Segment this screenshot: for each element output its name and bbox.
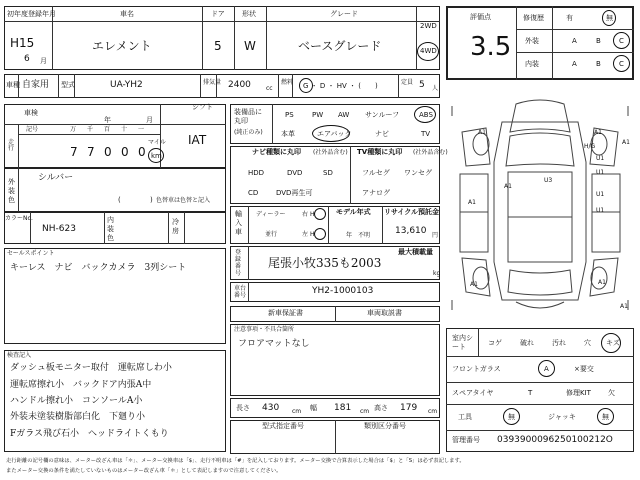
plate-value: 尾張小牧335も2003 — [268, 256, 382, 270]
interior-item-1: コゲ — [488, 339, 502, 347]
jack-value: 無 — [602, 413, 609, 421]
class-code-label: 類別区分番号 — [364, 422, 406, 430]
drive-2wd: 2WD — [420, 22, 437, 30]
body-shape-value: W — [244, 39, 256, 53]
import-parallel: 並行 — [265, 231, 278, 238]
inspector-label: 検査記入 — [7, 352, 32, 359]
ext-label: 外装 — [525, 37, 539, 45]
exterior-note: 色替車は色替と記入 — [156, 197, 211, 204]
int-c-circle — [613, 55, 630, 72]
repair-yes: 有 — [566, 14, 573, 22]
exterior-note-close: ) — [150, 196, 153, 204]
diag-mark-12: U1 — [596, 191, 605, 198]
model-year-value: 年 不明 — [346, 232, 371, 239]
unit-km-circle — [148, 148, 164, 163]
digit-label-sen: 千 — [87, 126, 94, 133]
spare-missing: 欠 — [608, 389, 615, 397]
color-code-label: カラーNo. — [5, 215, 33, 222]
first-reg-month: 6 — [24, 54, 30, 64]
equip-tv: TV — [421, 130, 431, 138]
score-label: 評価点 — [470, 13, 491, 21]
nav-cd: CD — [248, 189, 259, 197]
jack-circle — [597, 408, 614, 425]
sales-points-text: キーレス ナビ バックカメラ 3列シート — [10, 263, 187, 273]
spare-label: スペアタイヤ — [452, 389, 494, 397]
equip-airbag-circle — [312, 125, 350, 142]
spare-kit: 修理KIT — [566, 389, 591, 397]
drive-4wd-circle — [417, 42, 439, 61]
chassis-label: 車台番号 — [234, 285, 247, 299]
nav-header: ナビ種類に丸印 — [252, 148, 301, 156]
capacity-label: 定員 — [401, 79, 414, 86]
spare-t: T — [528, 389, 533, 397]
length-value: 430 — [262, 403, 280, 413]
digit-3: 0 — [104, 145, 112, 159]
interior-item-4: 穴 — [584, 339, 591, 347]
windshield-a-circle — [538, 360, 555, 377]
exterior-label: 外装色 — [8, 178, 15, 204]
inspector-line-4: 外装未塗装樹脂部白化 下廻り小 — [10, 412, 146, 422]
inspection-month-label: 月 — [146, 116, 153, 124]
max-load-unit: kg — [433, 270, 441, 277]
import-right: 右 — [302, 211, 309, 218]
exterior-color-value: シルバー — [38, 173, 74, 183]
control-label: 管理番号 — [452, 436, 480, 444]
manual: 車両取説書 — [367, 309, 402, 317]
diag-mark-8: A1 — [620, 303, 628, 310]
inspection-year-label: 年 — [104, 116, 111, 124]
travel-label: 走行 — [8, 139, 15, 152]
interior-color-label: 内装色 — [107, 216, 114, 242]
windshield-a: A — [544, 365, 549, 373]
import-left: 左 — [302, 231, 309, 238]
inspector-line-5: Fガラス飛び石小 ヘッドライトくもり — [10, 429, 169, 439]
model-name: エレメント — [92, 39, 152, 53]
color-code-value: NH-623 — [42, 224, 76, 234]
digit-label-hyaku: 百 — [104, 126, 111, 133]
int-label: 内装 — [525, 60, 539, 68]
unit-mile: マイル — [148, 139, 166, 146]
diag-mark-3: A1 — [468, 199, 476, 206]
fuel-g-circle — [299, 78, 313, 93]
type-value: UA-YH2 — [110, 80, 143, 90]
ext-c-circle — [613, 32, 630, 49]
displacement-label: 排気量 — [203, 79, 222, 86]
windshield-replace: ×要交 — [574, 365, 594, 373]
displacement-value: 2400 — [228, 80, 251, 90]
score-value: 3.5 — [470, 32, 512, 62]
ext-a: A — [572, 37, 577, 45]
first-reg-label: 初年度登録年月 — [7, 10, 56, 18]
equip-airbag: エアバック — [317, 130, 352, 138]
repair-no: 無 — [606, 14, 613, 22]
equip-leather: 本革 — [281, 130, 295, 138]
import-dealer: ディーラー — [256, 211, 286, 218]
type-label: 型式 — [61, 81, 75, 89]
equipment-sublabel: (純正のみ) — [234, 129, 263, 136]
grade-value: ベースグレード — [298, 39, 382, 53]
equip-nav: ナビ — [375, 130, 389, 138]
exterior-note-open: ( — [118, 196, 121, 204]
ext-b: B — [596, 37, 601, 45]
diag-mark-13: U1 — [596, 207, 605, 214]
int-b: B — [596, 60, 601, 68]
car-diagram — [446, 92, 634, 324]
equip-ps: PS — [285, 111, 294, 119]
nav-dvd: DVD — [287, 169, 303, 177]
diag-mark-9: U1 — [596, 155, 605, 162]
grade-label: グレード — [330, 10, 358, 18]
category-label: 車種 — [6, 81, 20, 89]
digit-1: 7 — [70, 145, 78, 159]
new-car-warranty: 新車保証書 — [268, 309, 303, 317]
use-value: 自家用 — [22, 80, 50, 90]
color-code-block — [4, 212, 226, 244]
import-label: 輸入車 — [235, 210, 242, 236]
body-shape-label: 形状 — [242, 10, 256, 18]
length-label: 長さ — [236, 404, 250, 412]
repair-no-circle — [602, 10, 616, 26]
displacement-unit: cc — [266, 85, 273, 92]
fuel-label: 燃料 — [281, 79, 294, 86]
digit-label-symbol: 記号 — [26, 126, 39, 133]
diag-mark-2: A1 — [594, 129, 602, 136]
repair-label: 修復歴 — [523, 14, 544, 22]
tv-header: TV種類に丸印 — [357, 148, 403, 156]
tools-circle — [503, 408, 520, 425]
height-value: 179 — [400, 403, 418, 413]
doors-label: ドア — [211, 10, 225, 18]
footer-line-1: 走行距離の記号欄の意味は、メーター改ざん車は「＊」、メーター交換車は「$」、走行不明車は「#」を記入しております。メーター交換で合算表示した場合は「$」と「S」は必ず表記します。 — [6, 458, 465, 464]
import-left-circle — [314, 228, 326, 240]
tv-fullseg: フルセグ — [362, 169, 390, 177]
inspection-label: 車検 — [24, 109, 38, 117]
tv-oneseg: ワンセグ — [404, 169, 432, 177]
model-year-label: モデル年式 — [336, 208, 371, 216]
nav-header-small: (社外品含む) — [313, 149, 348, 156]
tools-value: 無 — [508, 413, 515, 421]
ac-label: 冷房 — [172, 218, 179, 235]
footer-line-2: またメーター交換の条件を満たしていないものはメーター改ざん車「＊」として表記しますので注意してください。 — [6, 468, 282, 474]
interior-item-2: 破れ — [520, 339, 534, 347]
diag-mark-14: H/G — [584, 143, 596, 150]
digit-label-juu: 十 — [121, 126, 128, 133]
inspector-line-3: ハンドル擦れ小 コンソールA小 — [10, 396, 143, 406]
interior-scratch-circle — [601, 333, 621, 353]
interior-seat-label: 室内シート — [452, 334, 473, 351]
shift-value: IAT — [188, 133, 207, 147]
width-unit: cm — [360, 408, 370, 415]
inspector-line-1: ダッシュ板モニター取付 運転席しわ小 — [10, 363, 172, 373]
sales-points-label: セールスポイント — [7, 250, 55, 257]
recycle-yen: 円 — [432, 232, 439, 239]
diag-mark-6: A1 — [598, 279, 606, 286]
attention-label: 注意事項・不具合箇所 — [234, 326, 295, 333]
digit-4: 0 — [121, 145, 129, 159]
max-load-label: 最大積載量 — [398, 248, 433, 256]
digit-5: 0 — [138, 145, 146, 159]
shift-label: シフト — [192, 103, 213, 111]
capacity-unit: 人 — [432, 85, 439, 92]
diag-mark-1: A1 — [478, 129, 486, 136]
tv-header-small: (社外品含む) — [413, 149, 448, 156]
equip-sunroof: サンルーフ — [365, 111, 400, 119]
diag-mark-4: A1 — [504, 183, 512, 190]
equip-abs: ABS — [419, 111, 433, 119]
import-left-h: H — [310, 231, 315, 238]
tv-analog: アナログ — [362, 189, 390, 197]
import-right-h: H — [310, 211, 315, 218]
plate-label: 登録番号 — [235, 249, 242, 277]
recycle-deposit-value: 13,610 — [395, 226, 427, 236]
nav-dvd-play: DVD再生可 — [276, 189, 313, 197]
windshield-label: フロントガラス — [452, 365, 501, 373]
ext-c: C — [619, 37, 624, 45]
width-label: 幅 — [310, 404, 317, 412]
attention-block — [230, 324, 440, 396]
drive-4wd: 4WD — [420, 47, 437, 55]
nav-hdd: HDD — [248, 169, 265, 177]
type-code-label: 型式指定番号 — [262, 422, 304, 430]
digit-label-ichi: 一 — [138, 126, 145, 133]
recycle-deposit-label: リサイクル預託金 — [384, 208, 440, 216]
diag-mark-10: U3 — [544, 177, 553, 184]
equip-aw: AW — [338, 111, 350, 119]
chassis-value: YH2-1000103 — [312, 286, 374, 296]
digit-2: 7 — [87, 145, 95, 159]
interior-item-3: 汚れ — [552, 339, 566, 347]
equipment-label: 装備品に丸印 — [234, 108, 262, 125]
jack-label: ジャッキ — [548, 413, 576, 421]
digit-label-man: 万 — [70, 126, 77, 133]
unit-km: km — [151, 152, 162, 160]
length-unit: cm — [292, 408, 302, 415]
first-reg-year: H15 — [10, 36, 35, 50]
diag-mark-11: U1 — [596, 169, 605, 176]
diag-mark-5: A1 — [470, 281, 478, 288]
import-right-circle — [314, 208, 326, 220]
int-a: A — [572, 60, 577, 68]
height-unit: cm — [428, 408, 438, 415]
interior-item-5: キズ — [606, 339, 620, 347]
inspector-line-2: 運転席擦れ小 バックドア内張A中 — [10, 380, 152, 390]
height-label: 高さ — [374, 404, 388, 412]
equip-pw: PW — [312, 111, 324, 119]
tools-label: 工具 — [458, 413, 472, 421]
fuel-options: G ・ D ・ HV ・ ( ) — [303, 82, 378, 90]
nav-sd: SD — [323, 169, 333, 177]
model-name-label: 車名 — [120, 10, 134, 18]
doors-value: 5 — [214, 39, 222, 53]
equip-abs-circle — [414, 106, 436, 123]
first-reg-month-unit: 月 — [40, 57, 47, 65]
width-value: 181 — [334, 403, 352, 413]
attention-text: フロアマットなし — [238, 339, 310, 349]
capacity-value: 5 — [419, 80, 425, 90]
control-value: 0393900096250100212O — [497, 435, 613, 445]
int-c: C — [619, 60, 624, 68]
diag-mark-7: A1 — [622, 139, 630, 146]
